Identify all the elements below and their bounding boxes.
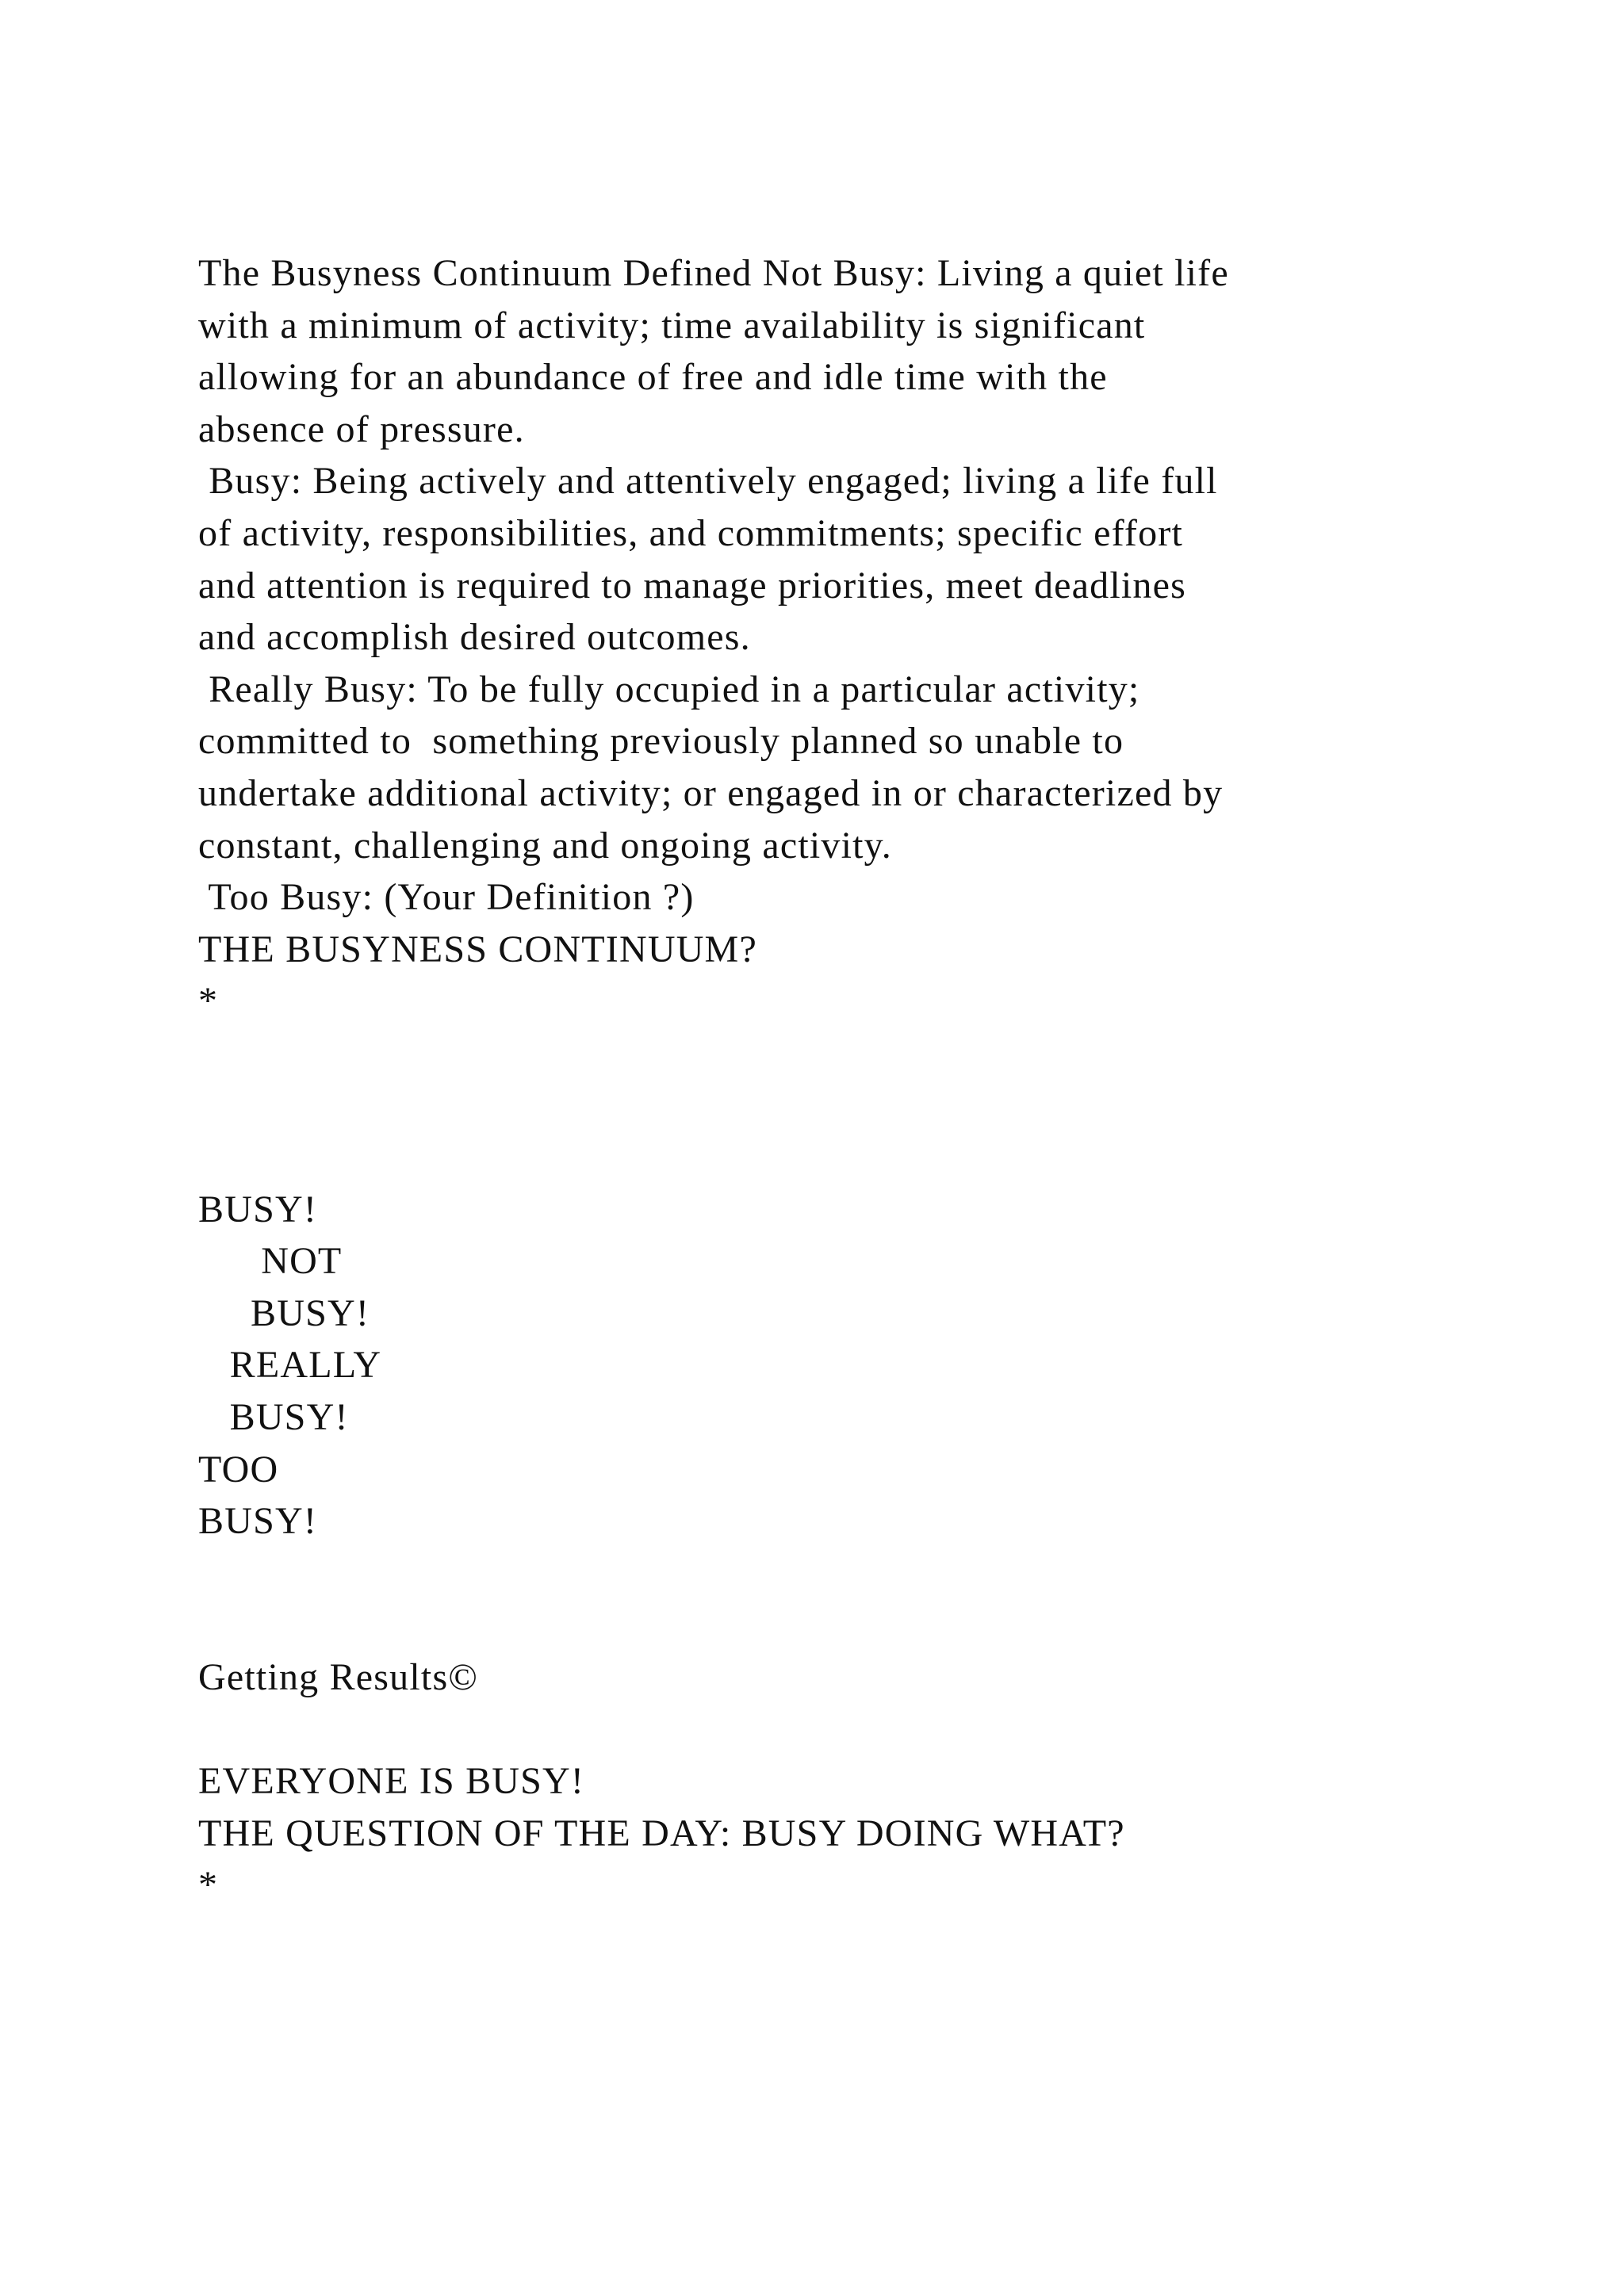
- document-text: [198, 247, 1483, 1911]
- continuum-label: REALLY: [198, 1344, 382, 1387]
- text-line: Too Busy: (Your Definition ?): [198, 876, 695, 919]
- continuum-label: BUSY!: [198, 1396, 349, 1439]
- text-line: undertake additional activity; or engaged in or characterized by: [198, 771, 1224, 814]
- asterisk-marker: *: [198, 980, 219, 1023]
- text-line: constant, challenging and ongoing activity.: [198, 824, 892, 867]
- text-line: The Busyness Continuum Defined Not Busy: Living a quiet life: [198, 252, 1229, 294]
- slide-heading: THE QUESTION OF THE DAY: BUSY DOING WHAT?: [198, 1812, 1125, 1854]
- continuum-label: BUSY!: [198, 1500, 318, 1543]
- text-line: and accomplish desired outcomes.: [198, 616, 751, 659]
- continuum-label: BUSY!: [198, 1188, 318, 1230]
- continuum-label: TOO: [198, 1448, 279, 1490]
- blank-line: [198, 1080, 1483, 1132]
- text-line: Really Busy: To be fully occupied in a particular activity;: [198, 668, 1140, 710]
- text-line: with a minimum of activity; time availability is significant: [198, 304, 1146, 346]
- continuum-label: NOT: [198, 1240, 343, 1283]
- text-line: allowing for an abundance of free and idle time with the: [198, 356, 1108, 399]
- blank-line: [198, 1131, 1483, 1184]
- blank-line: [198, 1027, 1483, 1080]
- text-line: Busy: Being actively and attentively engaged; living a life full: [198, 460, 1218, 503]
- slide-heading: EVERYONE IS BUSY!: [198, 1760, 585, 1803]
- blank-line: [198, 1548, 1483, 1600]
- text-line: of activity, responsibilities, and commitments; specific effort: [198, 511, 1183, 554]
- text-line: and attention is required to manage priorities, meet deadlines: [198, 564, 1187, 607]
- blank-line: [198, 1599, 1483, 1651]
- copyright-line: Getting Results©: [198, 1656, 478, 1699]
- text-line: absence of pressure.: [198, 408, 525, 450]
- continuum-label: BUSY!: [198, 1292, 370, 1334]
- blank-line: [198, 1704, 1483, 1756]
- section-heading: THE BUSYNESS CONTINUUM?: [198, 928, 757, 970]
- asterisk-marker: *: [198, 1864, 219, 1907]
- text-line: committed to something previously planned so unable to: [198, 720, 1124, 763]
